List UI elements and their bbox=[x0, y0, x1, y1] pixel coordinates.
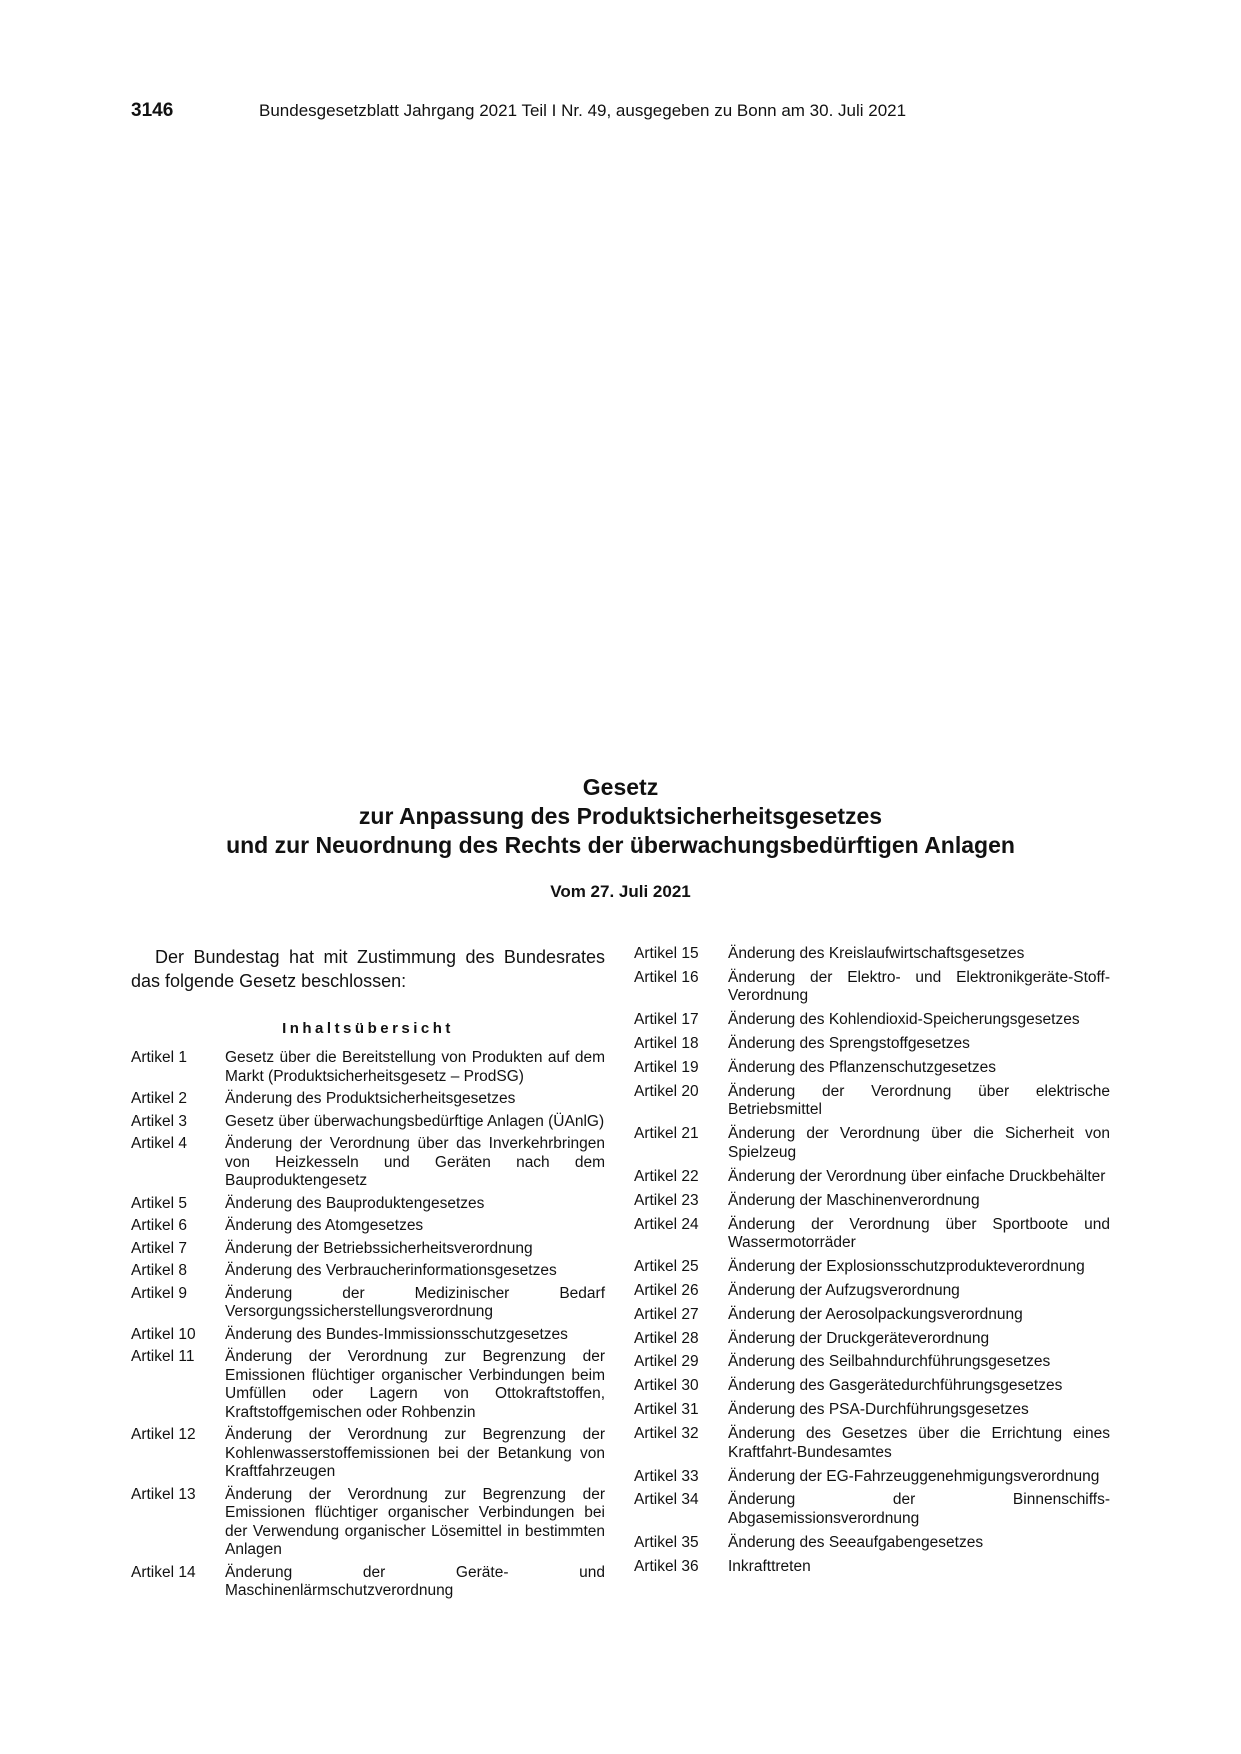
toc-article-title: Änderung des Produktsicherheitsgesetzes bbox=[225, 1090, 516, 1107]
toc-article-number: Artikel 11 bbox=[131, 1348, 195, 1365]
toc-entry bbox=[634, 1306, 1110, 1325]
toc-entry bbox=[634, 1216, 1110, 1253]
toc-article-title: Änderung der Elektro- und Elektronikgeräte-Stoff-Verordnung bbox=[728, 968, 1110, 1005]
toc-article-title: Änderung der Verordnung über einfache Druckbehälter bbox=[728, 1167, 1106, 1185]
toc-article-title: Änderung der EG-Fahrzeuggenehmigungsverordnung bbox=[728, 1467, 1100, 1485]
toc-article-title: Änderung des Gasgerätedurchführungsgesetzes bbox=[728, 1377, 1063, 1395]
toc-article-title: Änderung der Maschinenverordnung bbox=[728, 1191, 980, 1209]
toc-list-right bbox=[634, 945, 1110, 1576]
toc-article-number: Artikel 18 bbox=[634, 1035, 699, 1053]
toc-article-title: Änderung der Aerosolpackungsverordnung bbox=[728, 1305, 1023, 1323]
toc-article-number: Artikel 14 bbox=[131, 1563, 196, 1581]
toc-article-number: Artikel 20 bbox=[634, 1082, 699, 1100]
toc-entry bbox=[634, 1401, 1110, 1420]
toc-article-title: Änderung der Verordnung über das Inverkehrbringen von Heizkesseln und Geräten nach dem Bauproduktengesetz bbox=[225, 1135, 605, 1189]
toc-entry bbox=[634, 945, 1110, 964]
toc-article-number: Artikel 35 bbox=[634, 1533, 699, 1551]
toc-article-number: Artikel 16 bbox=[634, 968, 699, 986]
toc-entry bbox=[131, 1240, 605, 1259]
toc-article-title: Änderung des Sprengstoffgesetzes bbox=[728, 1035, 970, 1053]
toc-article-number: Artikel 4 bbox=[131, 1135, 187, 1152]
toc-article-title: Inkrafttreten bbox=[728, 1557, 811, 1575]
toc-entry bbox=[634, 1011, 1110, 1030]
toc-article-number: Artikel 2 bbox=[131, 1090, 187, 1107]
toc-article-title: Änderung des Seilbahndurchführungsgesetzes bbox=[728, 1353, 1051, 1371]
toc-article-title: Änderung der Aufzugsverordnung bbox=[728, 1281, 960, 1299]
toc-article-number: Artikel 15 bbox=[634, 945, 699, 962]
document-date: Vom 27. Juli 2021 bbox=[550, 882, 691, 901]
toc-article-title: Änderung des Verbraucherinformationsgesetzes bbox=[225, 1262, 557, 1279]
toc-article-title: Änderung der Verordnung zur Begrenzung der Emissionen flüchtiger organischer Verbindungen bei der Verwendung organischer Lösemittel in bestimmten Anlagen bbox=[225, 1485, 605, 1558]
toc-entry bbox=[634, 1468, 1110, 1487]
toc-entry bbox=[131, 1285, 605, 1322]
toc-article-title: Änderung der Binnenschiffs-Abgasemissionsverordnung bbox=[728, 1491, 1110, 1527]
right-column bbox=[634, 945, 1110, 1582]
toc-article-number: Artikel 31 bbox=[634, 1401, 699, 1419]
toc-article-number: Artikel 32 bbox=[634, 1425, 699, 1443]
toc-entry bbox=[634, 1534, 1110, 1553]
document-title-line: Gesetz bbox=[582, 774, 659, 800]
left-column bbox=[131, 945, 605, 1605]
toc-entry bbox=[634, 1491, 1110, 1528]
toc-article-number: Artikel 5 bbox=[131, 1194, 187, 1212]
toc-article-number: Artikel 36 bbox=[634, 1557, 699, 1575]
toc-entry bbox=[634, 1083, 1110, 1120]
toc-article-title: Änderung des Pflanzenschutzgesetzes bbox=[728, 1059, 996, 1077]
toc-entry bbox=[634, 1125, 1110, 1162]
toc-entry bbox=[131, 1049, 605, 1086]
toc-article-number: Artikel 34 bbox=[634, 1491, 699, 1509]
toc-article-number: Artikel 24 bbox=[634, 1215, 699, 1233]
toc-article-number: Artikel 19 bbox=[634, 1059, 699, 1077]
toc-article-title: Änderung des Seeaufgabengesetzes bbox=[728, 1533, 984, 1551]
toc-article-title: Änderung des Kohlendioxid-Speicherungsgesetzes bbox=[728, 1011, 1080, 1029]
toc-entry bbox=[634, 1558, 1110, 1577]
toc-article-number: Artikel 28 bbox=[634, 1329, 699, 1347]
toc-article-number: Artikel 3 bbox=[131, 1112, 187, 1130]
toc-article-number: Artikel 7 bbox=[131, 1239, 187, 1257]
toc-article-number: Artikel 25 bbox=[634, 1257, 699, 1275]
toc-entry bbox=[634, 1425, 1110, 1462]
toc-article-number: Artikel 1 bbox=[131, 1049, 187, 1066]
toc-article-title: Änderung der Geräte- und Maschinenlärmschutzverordnung bbox=[225, 1563, 605, 1599]
toc-entry bbox=[634, 1330, 1110, 1349]
toc-article-number: Artikel 26 bbox=[634, 1281, 699, 1299]
toc-article-title: Gesetz über überwachungsbedürftige Anlagen (ÜAnlG) bbox=[225, 1112, 605, 1130]
toc-entry bbox=[131, 1090, 605, 1109]
toc-entry bbox=[131, 1195, 605, 1214]
toc-article-title: Änderung der Explosionsschutzprodukteverordnung bbox=[728, 1257, 1085, 1275]
toc-article-number: Artikel 30 bbox=[634, 1377, 699, 1395]
toc-article-title: Änderung der Medizinischer Bedarf Versorgungssicherstellungsverordnung bbox=[225, 1284, 605, 1320]
toc-entry bbox=[131, 1262, 605, 1281]
toc-article-number: Artikel 29 bbox=[634, 1353, 699, 1371]
toc-entry bbox=[634, 1059, 1110, 1078]
toc-article-title: Änderung der Verordnung über die Sicherheit von Spielzeug bbox=[728, 1125, 1110, 1161]
document-title bbox=[0, 773, 1241, 860]
toc-article-number: Artikel 8 bbox=[131, 1262, 187, 1279]
toc-list-left bbox=[131, 1049, 605, 1601]
toc-article-title: Änderung des Gesetzes über die Errichtung eines Kraftfahrt-Bundesamtes bbox=[728, 1425, 1110, 1461]
toc-article-title: Änderung des Kreislaufwirtschaftsgesetzes bbox=[728, 945, 1025, 962]
toc-article-number: Artikel 23 bbox=[634, 1191, 699, 1209]
toc-entry bbox=[131, 1135, 605, 1191]
toc-entry bbox=[131, 1217, 605, 1236]
toc-entry bbox=[634, 1353, 1110, 1372]
toc-entry bbox=[131, 1426, 605, 1482]
toc-heading: Inhaltsübersicht bbox=[282, 1020, 454, 1037]
toc-article-number: Artikel 27 bbox=[634, 1305, 699, 1323]
toc-article-number: Artikel 21 bbox=[634, 1125, 699, 1143]
toc-article-title: Änderung des Atomgesetzes bbox=[225, 1217, 424, 1234]
toc-entry bbox=[131, 1564, 605, 1601]
toc-article-number: Artikel 10 bbox=[131, 1325, 196, 1343]
toc-article-title: Änderung der Betriebssicherheitsverordnung bbox=[225, 1239, 533, 1257]
page-number: 3146 bbox=[131, 100, 174, 121]
toc-entry bbox=[634, 1282, 1110, 1301]
enactment-clause: Der Bundestag hat mit Zustimmung des Bundesrates das folgende Gesetz beschlossen: bbox=[131, 947, 605, 991]
toc-article-number: Artikel 9 bbox=[131, 1284, 187, 1302]
toc-entry bbox=[634, 1192, 1110, 1211]
toc-entry bbox=[131, 1348, 605, 1422]
toc-article-title: Änderung des Bundes-Immissionsschutzgesetzes bbox=[225, 1325, 568, 1343]
page-header bbox=[131, 100, 1121, 126]
toc-entry bbox=[634, 969, 1110, 1006]
toc-article-title: Änderung der Verordnung über Sportboote und Wassermotorräder bbox=[728, 1215, 1110, 1252]
toc-article-title: Änderung der Druckgeräteverordnung bbox=[728, 1329, 990, 1347]
toc-article-title: Gesetz über die Bereitstellung von Produkten auf dem Markt (Produktsicherheitsgesetz – ProdSG) bbox=[225, 1049, 605, 1085]
document-title-line: zur Anpassung des Produktsicherheitsgesetzes bbox=[358, 803, 883, 829]
toc-article-number: Artikel 13 bbox=[131, 1485, 196, 1503]
toc-entry bbox=[634, 1035, 1110, 1054]
document-title-line: und zur Neuordnung des Rechts der überwachungsbedürftigen Anlagen bbox=[226, 832, 1015, 858]
toc-article-number: Artikel 33 bbox=[634, 1467, 699, 1485]
toc-article-title: Änderung der Verordnung zur Begrenzung der Emissionen flüchtiger organischer Verbindungen beim Umfüllen oder Lagern von Ottokraftstoffen, Kraftstoffgemischen oder Rohbenzin bbox=[225, 1348, 605, 1421]
toc-entry bbox=[131, 1486, 605, 1560]
toc-article-title: Änderung des PSA-Durchführungsgesetzes bbox=[728, 1401, 1029, 1419]
toc-entry bbox=[131, 1326, 605, 1345]
toc-entry bbox=[131, 1113, 605, 1132]
toc-article-title: Änderung der Verordnung zur Begrenzung der Kohlenwasserstoffemissionen bei der Betankung von Kraftfahrzeugen bbox=[225, 1426, 605, 1480]
toc-entry bbox=[634, 1377, 1110, 1396]
toc-entry bbox=[634, 1258, 1110, 1277]
toc-article-title: Änderung der Verordnung über elektrische Betriebsmittel bbox=[728, 1082, 1110, 1119]
toc-entry bbox=[634, 1168, 1110, 1187]
toc-article-number: Artikel 22 bbox=[634, 1167, 699, 1185]
running-header-title: Bundesgesetzblatt Jahrgang 2021 Teil I Nr. 49, ausgegeben zu Bonn am 30. Juli 2021 bbox=[259, 101, 907, 120]
toc-article-number: Artikel 6 bbox=[131, 1217, 187, 1234]
toc-article-title: Änderung des Bauproduktengesetzes bbox=[225, 1194, 485, 1212]
toc-article-number: Artikel 17 bbox=[634, 1011, 699, 1029]
toc-article-number: Artikel 12 bbox=[131, 1426, 196, 1443]
